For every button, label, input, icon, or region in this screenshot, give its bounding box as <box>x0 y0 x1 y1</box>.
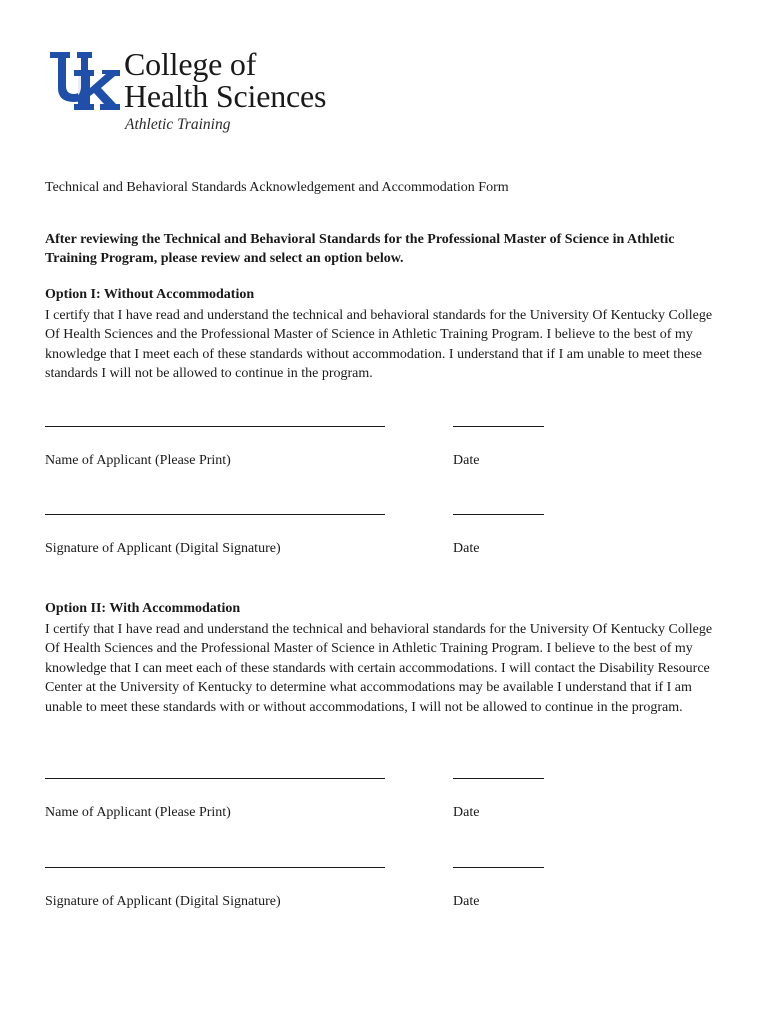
option1-name-date-label: Date <box>453 453 480 468</box>
option2-name-line[interactable] <box>45 778 385 779</box>
logo-athletic-training-text: Athletic Training <box>125 116 231 133</box>
option1-signature-date-label: Date <box>453 541 480 556</box>
option1-name-label: Name of Applicant (Please Print) <box>45 453 231 468</box>
option2-signature-line[interactable] <box>45 867 385 868</box>
option1-signature-date-line[interactable] <box>453 514 544 515</box>
logo-health-sciences-text: Health Sciences <box>124 78 327 114</box>
option1-signature-line[interactable] <box>45 514 385 515</box>
option1-heading: Option I: Without Accommodation <box>45 287 255 302</box>
uk-logo-icon <box>48 50 120 112</box>
option1-name-line[interactable] <box>45 426 385 427</box>
option2-signature-date-line[interactable] <box>453 867 544 868</box>
logo-college-text: College of <box>124 46 257 82</box>
option2-body: I certify that I have read and understand the technical and behavioral standards for the University Of Kentucky College Of Health Sciences and the Professional Master of Science in Athletic Training Program. I believe to the best of my knowledge that I can meet each of these standards with certain accommodations. I will contact the Disability Resource Center at the University of Kentucky to determine what accommodations may be available I understand that if I am unable to meet these standards with or without accommodations, I will not be allowed to continue in the program. <box>45 622 713 715</box>
college-logo <box>48 46 368 140</box>
option1-body: I certify that I have read and understand the technical and behavioral standards for the University Of Kentucky College Of Health Sciences and the Professional Master of Science in Athletic Training Program. I believe to the best of my knowledge that I meet each of these standards without accommodation. I understand that if I am unable to meet these standards I will not be allowed to continue in the program. <box>45 308 713 382</box>
option2-name-label: Name of Applicant (Please Print) <box>45 805 231 820</box>
option1-name-date-line[interactable] <box>453 426 544 427</box>
option1-signature-label: Signature of Applicant (Digital Signature) <box>45 541 281 556</box>
option2-name-date-label: Date <box>453 805 480 820</box>
form-title: Technical and Behavioral Standards Acknowledgement and Accommodation Form <box>45 180 509 195</box>
option2-signature-date-label: Date <box>453 894 480 909</box>
option2-heading: Option II: With Accommodation <box>45 601 241 616</box>
option2-name-date-line[interactable] <box>453 778 544 779</box>
option2-signature-label: Signature of Applicant (Digital Signature) <box>45 894 281 909</box>
form-intro: After reviewing the Technical and Behavioral Standards for the Professional Master of Science in Athletic Training Program, please review and select an option below. <box>45 232 675 266</box>
